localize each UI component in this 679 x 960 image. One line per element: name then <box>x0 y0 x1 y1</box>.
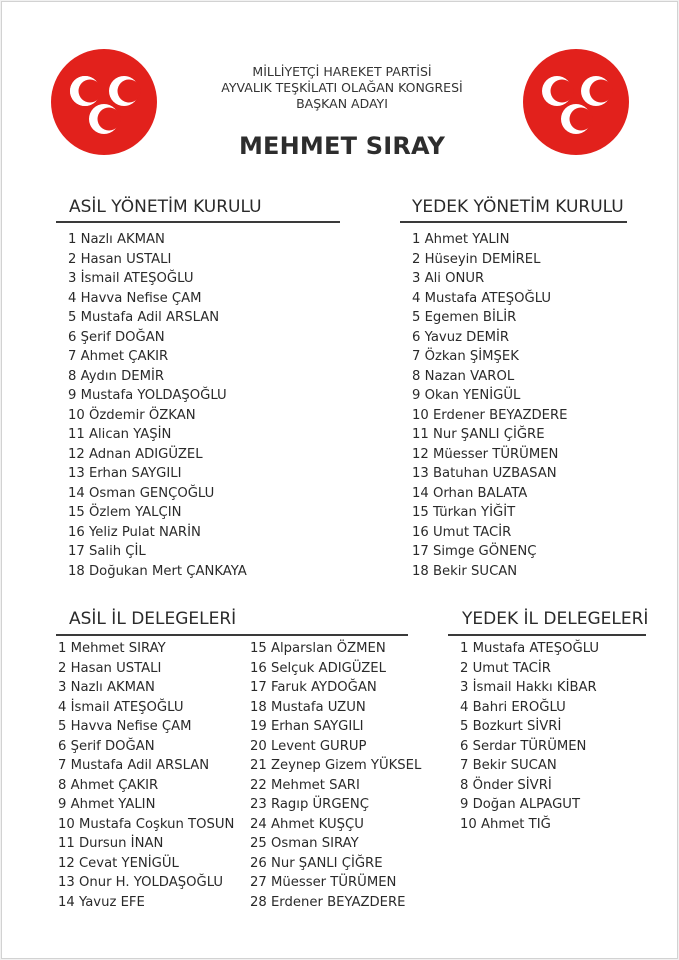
list-item: 8 Önder SİVRİ <box>460 777 552 793</box>
list-item: 14 Orhan BALATA <box>412 485 528 501</box>
list-item: 10 Ahmet TIĞ <box>460 816 551 832</box>
list-item: 3 Nazlı AKMAN <box>58 680 155 695</box>
list-item: 9 Okan YENİGÜL <box>412 388 521 403</box>
list-item: 10 Mustafa Coşkun TOSUN <box>58 816 235 832</box>
yedek-delegeler-list <box>460 639 599 834</box>
list-item: 7 Ahmet ÇAKIR <box>68 349 169 364</box>
list-item: 24 Ahmet KUŞÇU <box>250 816 364 832</box>
congress-name: AYVALIK TEŞKİLATI OLAĞAN KONGRESİ <box>221 80 463 95</box>
list-item: 3 İsmail ATEŞOĞLU <box>68 271 194 286</box>
party-emblem-right-icon <box>522 48 630 156</box>
list-item: 11 Nur ŞANLI ÇİĞRE <box>412 427 545 442</box>
list-item: 6 Yavuz DEMİR <box>412 329 510 345</box>
list-item: 1 Mehmet SIRAY <box>58 641 166 656</box>
list-item: 5 Havva Nefise ÇAM <box>58 719 192 734</box>
asil-yonetim-list <box>68 230 247 581</box>
list-item: 18 Mustafa UZUN <box>250 699 366 715</box>
list-item: 14 Osman GENÇOĞLU <box>68 485 215 501</box>
list-item: 26 Nur ŞANLI ÇİĞRE <box>250 855 383 871</box>
list-item: 2 Hasan USTALI <box>58 660 162 676</box>
list-item: 10 Özdemir ÖZKAN <box>68 407 196 423</box>
list-item: 15 Türkan YİĞİT <box>412 505 516 520</box>
list-item: 15 Alparslan ÖZMEN <box>250 641 386 656</box>
candidate-name: MEHMET SIRAY <box>238 132 446 160</box>
list-item: 8 Aydın DEMİR <box>68 368 165 384</box>
list-item: 11 Alican YAŞİN <box>68 427 172 442</box>
list-item: 2 Hüseyin DEMİREL <box>412 251 541 267</box>
list-item: 9 Mustafa YOLDAŞOĞLU <box>68 388 227 403</box>
list-item: 1 Mustafa ATEŞOĞLU <box>460 641 600 656</box>
list-item: 2 Umut TACİR <box>460 660 551 676</box>
list-item: 2 Hasan USTALI <box>68 251 172 267</box>
list-item: 28 Erdener BEYAZDERE <box>250 894 406 910</box>
document-page <box>1 1 678 959</box>
list-item: 8 Nazan VAROL <box>412 368 515 384</box>
list-item: 17 Simge GÖNENÇ <box>412 544 537 559</box>
yedek-delegeler-title: YEDEK İL DELEGELERİ <box>462 609 649 629</box>
candidate-role: BAŞKAN ADAYI <box>296 96 388 111</box>
list-item: 27 Müesser TÜRÜMEN <box>250 875 397 890</box>
asil-delegeler-list-col2 <box>250 639 421 912</box>
list-item: 7 Mustafa Adil ARSLAN <box>58 758 210 773</box>
list-item: 3 Ali ONUR <box>412 271 485 286</box>
list-item: 21 Zeynep Gizem YÜKSEL <box>250 758 422 773</box>
congress-header <box>172 64 512 112</box>
list-item: 16 Yeliz Pulat NARİN <box>68 524 201 540</box>
list-item: 13 Onur H. YOLDAŞOĞLU <box>58 875 224 890</box>
list-item: 15 Özlem YALÇIN <box>68 505 182 520</box>
list-item: 12 Müesser TÜRÜMEN <box>412 446 559 462</box>
asil-delegeler-title: ASİL İL DELEGELERİ <box>69 609 237 629</box>
list-item: 25 Osman SIRAY <box>250 836 359 851</box>
list-item: 7 Bekir SUCAN <box>460 758 557 773</box>
list-item: 22 Mehmet SARI <box>250 777 360 793</box>
party-name: MİLLİYETÇİ HAREKET PARTİSİ <box>252 64 432 79</box>
list-item: 16 Selçuk ADIGÜZEL <box>250 660 386 676</box>
list-item: 1 Nazlı AKMAN <box>68 232 165 247</box>
list-item: 6 Şerif DOĞAN <box>68 329 165 345</box>
yedek-delegeler-rule <box>448 634 646 636</box>
list-item: 4 İsmail ATEŞOĞLU <box>58 699 184 715</box>
party-emblem-left-icon <box>50 48 158 156</box>
list-item: 9 Doğan ALPAGUT <box>460 797 581 812</box>
list-item: 1 Ahmet YALIN <box>412 232 510 247</box>
yedek-yonetim-rule <box>400 221 627 223</box>
list-item: 17 Salih ÇİL <box>68 544 146 559</box>
list-item: 13 Batuhan UZBASAN <box>412 466 557 481</box>
list-item: 3 İsmail Hakkı KİBAR <box>460 680 597 695</box>
list-item: 6 Şerif DOĞAN <box>58 738 155 754</box>
list-item: 18 Doğukan Mert ÇANKAYA <box>68 563 247 579</box>
list-item: 18 Bekir SUCAN <box>412 563 518 579</box>
list-item: 10 Erdener BEYAZDERE <box>412 407 568 423</box>
list-item: 8 Ahmet ÇAKIR <box>58 777 159 793</box>
list-item: 5 Egemen BİLİR <box>412 310 517 325</box>
list-item: 4 Bahri EROĞLU <box>460 699 566 715</box>
list-item: 14 Yavuz EFE <box>58 894 145 910</box>
asil-yonetim-title: ASİL YÖNETİM KURULU <box>69 197 262 217</box>
list-item: 11 Dursun İNAN <box>58 836 164 851</box>
list-item: 5 Bozkurt SİVRİ <box>460 719 562 734</box>
list-item: 4 Mustafa ATEŞOĞLU <box>412 290 552 306</box>
list-item: 17 Faruk AYDOĞAN <box>250 680 377 695</box>
list-item: 12 Adnan ADIGÜZEL <box>68 446 203 462</box>
list-item: 13 Erhan SAYGILI <box>68 466 182 481</box>
list-item: 7 Özkan ŞİMŞEK <box>412 349 519 364</box>
list-item: 6 Serdar TÜRÜMEN <box>460 738 587 754</box>
asil-delegeler-list-col1 <box>58 639 234 912</box>
list-item: 12 Cevat YENİGÜL <box>58 855 179 871</box>
list-item: 23 Ragıp ÜRGENÇ <box>250 797 369 812</box>
list-item: 4 Havva Nefise ÇAM <box>68 290 202 306</box>
asil-delegeler-rule <box>56 634 408 636</box>
list-item: 5 Mustafa Adil ARSLAN <box>68 310 220 325</box>
list-item: 16 Umut TACİR <box>412 524 512 540</box>
asil-yonetim-rule <box>56 221 340 223</box>
list-item: 20 Levent GURUP <box>250 738 367 754</box>
list-item: 9 Ahmet YALIN <box>58 797 156 812</box>
yedek-yonetim-title: YEDEK YÖNETİM KURULU <box>412 197 624 217</box>
list-item: 19 Erhan SAYGILI <box>250 719 364 734</box>
yedek-yonetim-list <box>412 230 568 581</box>
